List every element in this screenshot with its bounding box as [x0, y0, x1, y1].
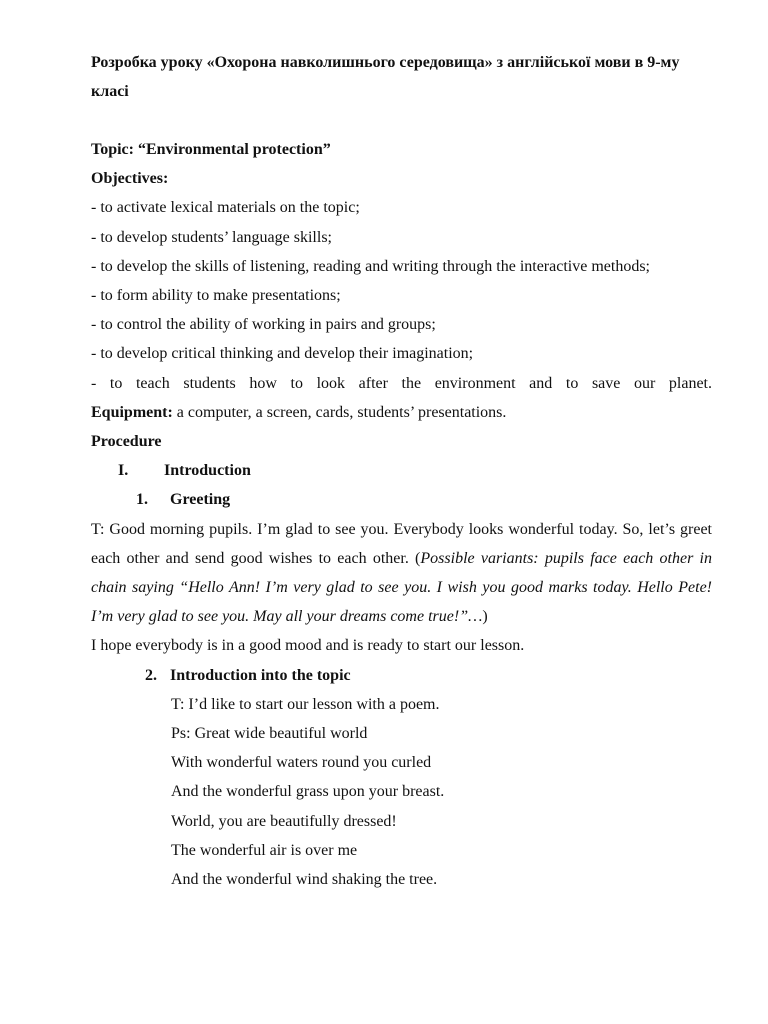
spacer [91, 106, 712, 135]
greeting-paragraph [91, 515, 712, 632]
equipment-line [91, 398, 712, 427]
greeting-close: ) [482, 608, 488, 626]
objective-item: - to teach students how to look after the environment and to save our planet. [91, 374, 712, 392]
equipment-text: a computer, a screen, cards, students’ presentations. [172, 403, 507, 421]
subsection-number: 2. [145, 666, 157, 684]
document-title: Розробка уроку «Охорона навколишнього середовища» з англійської мови в 9-му класі [91, 54, 680, 100]
objective-item: - to activate lexical materials on the topic; [91, 199, 360, 217]
equipment-label: Equipment: [91, 403, 173, 421]
objectives-heading: Objectives: [91, 170, 169, 188]
greeting-text: T: Good morning pupils. I’m glad to see you. Everybody looks wonderful today. So, let’s greet each other and send good wishes to each other. ( [91, 520, 712, 567]
section-number: I. [118, 462, 129, 480]
objective-item: - to develop critical thinking and develop their imagination; [91, 345, 474, 363]
poem-line: Ps: Great wide beautiful world [171, 725, 368, 743]
section-title: Introduction [164, 462, 251, 480]
subsection-number: 1. [136, 491, 148, 509]
topic-line: Topic: “Environmental protection” [91, 141, 331, 158]
procedure-heading: Procedure [91, 433, 162, 451]
objective-item: - to form ability to make presentations; [91, 287, 341, 305]
subsection-title: Greeting [170, 491, 231, 509]
section-heading-introduction [91, 456, 712, 485]
objective-item: - to develop the skills of listening, reading and writing through the interactive methods; [91, 257, 650, 275]
poem-line: T: I’d like to start our lesson with a poem. [171, 695, 440, 713]
greeting-variants: Possible variants: pupils face each other in chain saying “Hello Ann! I’m very glad to see you. I wish you good marks today. Hello Pete! I’m very glad to see you. May all your dreams come true!”… [91, 549, 713, 626]
poem-line: World, you are beautifully dressed! [171, 812, 397, 830]
objective-item: - to develop students’ language skills; [91, 228, 332, 246]
poem-line: And the wonderful grass upon your breast. [171, 783, 445, 801]
subsection-title: Introduction into the topic [170, 666, 351, 684]
poem-line: With wonderful waters round you curled [171, 754, 432, 772]
objective-item: - to control the ability of working in pairs and groups; [91, 316, 436, 334]
subsection-heading-greeting [91, 485, 712, 514]
poem-line: And the wonderful wind shaking the tree. [171, 871, 438, 889]
poem-line: The wonderful air is over me [171, 841, 358, 859]
mood-line: I hope everybody is in a good mood and is ready to start our lesson. [91, 637, 525, 655]
subsection-heading-introduction [91, 661, 712, 690]
